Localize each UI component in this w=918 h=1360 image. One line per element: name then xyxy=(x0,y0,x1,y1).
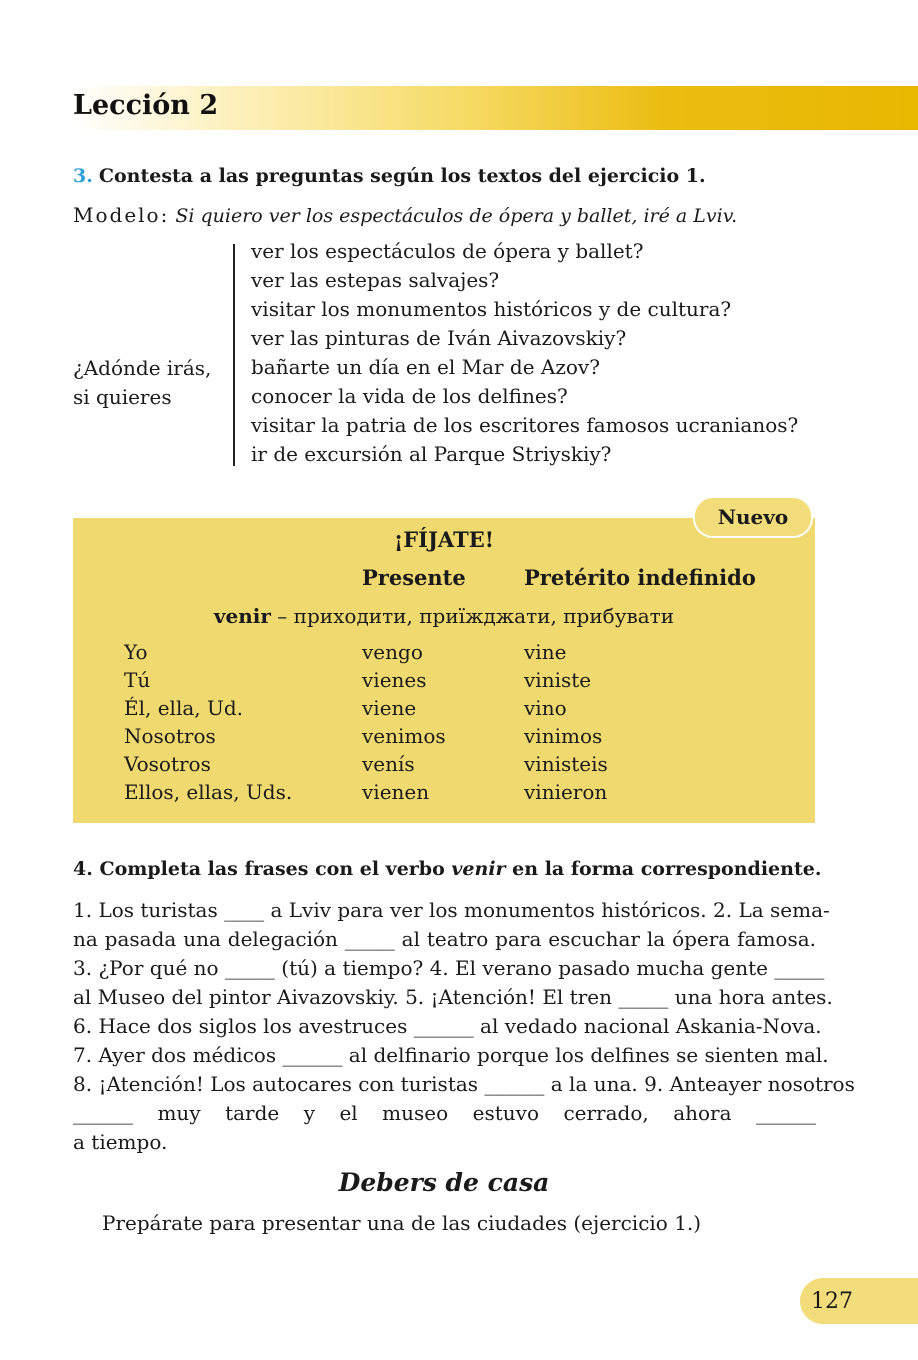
exercise-4-heading-end: en la forma correspondiente. xyxy=(505,858,822,880)
exercise-4-line: 1. Los turistas ____ a Lviv para ver los monumentos históricos. 2. La sema- xyxy=(73,898,830,922)
present-form: vengo xyxy=(362,640,423,664)
exercise-3-heading xyxy=(73,165,706,187)
question-option: ver los espectáculos de ópera y ballet? xyxy=(251,239,644,263)
pronoun: Vosotros xyxy=(124,752,211,776)
page-number: 127 xyxy=(811,1288,853,1314)
past-column xyxy=(524,638,608,806)
question-option: visitar los monumentos históricos y de cultura? xyxy=(251,297,732,321)
exercise-4-line: 3. ¿Por qué no _____ (tú) a tiempo? 4. El verano pasado mucha gente _____ xyxy=(73,956,825,980)
present-form: vienen xyxy=(362,780,430,804)
modelo-line xyxy=(73,203,737,227)
question-options xyxy=(251,237,798,469)
past-form: vino xyxy=(524,696,567,720)
past-form: vine xyxy=(524,640,567,664)
exercise-4-line: 8. ¡Atención! Los autocares con turistas ______ a la una. 9. Anteayer nosotros xyxy=(73,1072,855,1096)
question-stem-line: si quieres xyxy=(73,385,172,409)
verb-infinitive: venir xyxy=(213,604,271,628)
question-option: visitar la patria de los escritores famosos ucranianos? xyxy=(251,413,799,437)
nuevo-badge: Nuevo xyxy=(693,496,813,538)
pronoun: Yo xyxy=(124,640,148,664)
exercise-4-line: al Museo del pintor Aivazovskiy. 5. ¡Atención! El tren _____ una hora antes. xyxy=(73,985,833,1009)
question-stem xyxy=(73,354,211,412)
question-divider xyxy=(233,244,235,466)
exercise-4-heading-verb: venir xyxy=(451,858,506,880)
present-form: viene xyxy=(362,696,417,720)
column-header-presente: Presente xyxy=(362,565,466,590)
past-form: vinimos xyxy=(524,724,603,748)
exercise-3-number: 3. xyxy=(73,165,93,187)
present-form: venís xyxy=(362,752,415,776)
pronoun: Él, ella, Ud. xyxy=(124,696,243,720)
pronoun: Nosotros xyxy=(124,724,216,748)
page-number-badge xyxy=(800,1278,918,1324)
fijate-title: ¡FÍJATE! xyxy=(394,527,494,552)
question-option: ver las estepas salvajes? xyxy=(251,268,500,292)
pronoun-column xyxy=(124,638,292,806)
homework-title: Debers de casa xyxy=(338,1168,550,1197)
exercise-4-line: a tiempo. xyxy=(73,1130,168,1154)
present-form: vienes xyxy=(362,668,427,692)
present-form: venimos xyxy=(362,724,446,748)
modelo-label: Modelo: xyxy=(73,203,170,227)
exercise-4-line: 7. Ayer dos médicos ______ al delfinario porque los delfines se sienten mal. xyxy=(73,1043,829,1067)
question-option: bañarte un día en el Mar de Azov? xyxy=(251,355,600,379)
verb-translation: – приходити, приїжджати, прибувати xyxy=(270,604,675,628)
homework-text: Prepárate para presentar una de las ciudades (ejercicio 1.) xyxy=(102,1211,702,1235)
lesson-title: Lección 2 xyxy=(73,90,219,121)
question-option: ir de excursión al Parque Striyskiy? xyxy=(251,442,612,466)
exercise-4-body xyxy=(73,896,855,1157)
question-option: ver las pinturas de Iván Aivazovskiy? xyxy=(251,326,627,350)
modelo-text: Si quiero ver los espectáculos de ópera y ballet, iré a Lviv. xyxy=(175,205,738,227)
present-column xyxy=(362,638,446,806)
exercise-4-line: ______ muy tarde y el museo estuvo cerrado, ahora ______ xyxy=(73,1101,816,1125)
pronoun: Tú xyxy=(124,668,151,692)
exercise-4-heading xyxy=(73,858,821,880)
exercise-4-line: 6. Hace dos siglos los avestruces ______ al vedado nacional Askania-Nova. xyxy=(73,1014,822,1038)
past-form: vinisteis xyxy=(524,752,608,776)
exercise-4-heading-start: 4. Completa las frases con el verbo xyxy=(73,858,452,880)
column-header-preterito: Pretérito indefinido xyxy=(524,565,756,590)
pronoun: Ellos, ellas, Uds. xyxy=(124,780,293,804)
past-form: viniste xyxy=(524,668,592,692)
verb-line xyxy=(73,604,815,628)
exercise-4-line: na pasada una delegación _____ al teatro para escuchar la ópera famosa. xyxy=(73,927,816,951)
question-option: conocer la vida de los delfines? xyxy=(251,384,568,408)
question-stem-line: ¿Adónde irás, xyxy=(73,356,212,380)
past-form: vinieron xyxy=(524,780,608,804)
exercise-3-instruction: Contesta a las preguntas según los textos del ejercicio 1. xyxy=(98,165,706,187)
